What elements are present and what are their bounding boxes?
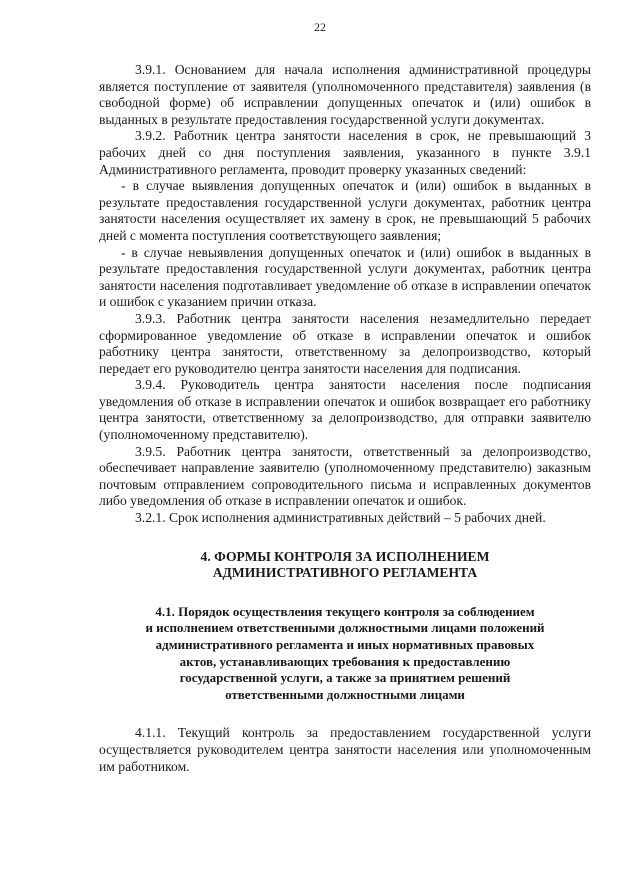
paragraph-3-9-4: 3.9.4. Руководитель центра занятости населения после подписания уведомления об отказе в исправлении опечаток и ошибок возвращает его работнику центра занятости, ответственному за делопроизводство, для отправки заявителю (уполномоченному представителю).: [99, 377, 591, 443]
paragraph-3-2-1: 3.2.1. Срок исполнения административных действий – 5 рабочих дней.: [135, 510, 546, 526]
section-heading: [99, 549, 591, 582]
paragraph-3-9-5: 3.9.5. Работник центра занятости, ответственный за делопроизводство, обеспечивает направление заявителю (уполномоченному представителю) заказным почтовым отправлением сопроводительного письма и исправленных документов либо уведомления об отказе в исправлении опечаток и ошибок.: [99, 443, 591, 509]
subsection-heading-line: ответственными должностными лицами: [225, 686, 465, 702]
section-heading-line-2: АДМИНИСТРАТИВНОГО РЕГЛАМЕНТА: [212, 565, 478, 581]
list-item-errors-found: - в случае выявления допущенных опечаток и (или) ошибок в выданных в результате предоставления государственной услуги документах, работник центра занятости населения осуществляет их замену в срок, не превышающий 5 рабочих дней с момента поступления соответствующего заявления;: [99, 178, 591, 243]
paragraph-3-9-1: 3.9.1. Основанием для начала исполнения административной процедуры является поступление от заявителя (уполномоченного представителя) заявления (в свободной форме) об исправлении допущенных опечаток и (или) ошибок в выданных в результате предоставления государственной услуги документах.: [99, 62, 591, 127]
list-item-errors-not-found: - в случае невыявления допущенных опечаток и (или) ошибок в выданных в результате предоставления государственной услуги документах, работник центра занятости населения подготавливает уведомление об отказе в исправлении опечаток и ошибок с указанием причин отказа.: [99, 244, 591, 310]
section-heading-line-1: 4. ФОРМЫ КОНТРОЛЯ ЗА ИСПОЛНЕНИЕМ: [200, 548, 490, 564]
document-body: [99, 62, 591, 775]
subsection-heading-line: административного регламента и иных нормативных правовых: [155, 637, 535, 652]
subsection-heading: [99, 604, 591, 704]
subsection-heading-line: актов, устанавливающих требования к предоставлению: [179, 653, 511, 669]
paragraph-4-1-1: 4.1.1. Текущий контроль за предоставлением государственной услуги осуществляется руководителем центра занятости населения или уполномоченным им работником.: [99, 725, 591, 774]
subsection-heading-line: и исполнением ответственными должностными лицами положений: [145, 620, 545, 636]
page-number: 22: [314, 20, 326, 34]
subsection-heading-line: государственной услуги, а также за принятием решений: [179, 670, 511, 686]
subsection-heading-line: 4.1. Порядок осуществления текущего контроля за соблюдением: [155, 603, 535, 619]
paragraph-3-9-2: 3.9.2. Работник центра занятости населения в срок, не превышающий 3 рабочих дней со дня поступления заявления, указанного в пункте 3.9.1 Административного регламента, проводит проверку указанных сведений:: [99, 128, 591, 177]
paragraph-3-9-3: 3.9.3. Работник центра занятости населения незамедлительно передает сформированное уведомление об отказе в исправлении опечаток и ошибок работнику центра занятости, ответственному за делопроизводство, который передает его руководителю центра занятости населения для подписания.: [99, 310, 591, 376]
